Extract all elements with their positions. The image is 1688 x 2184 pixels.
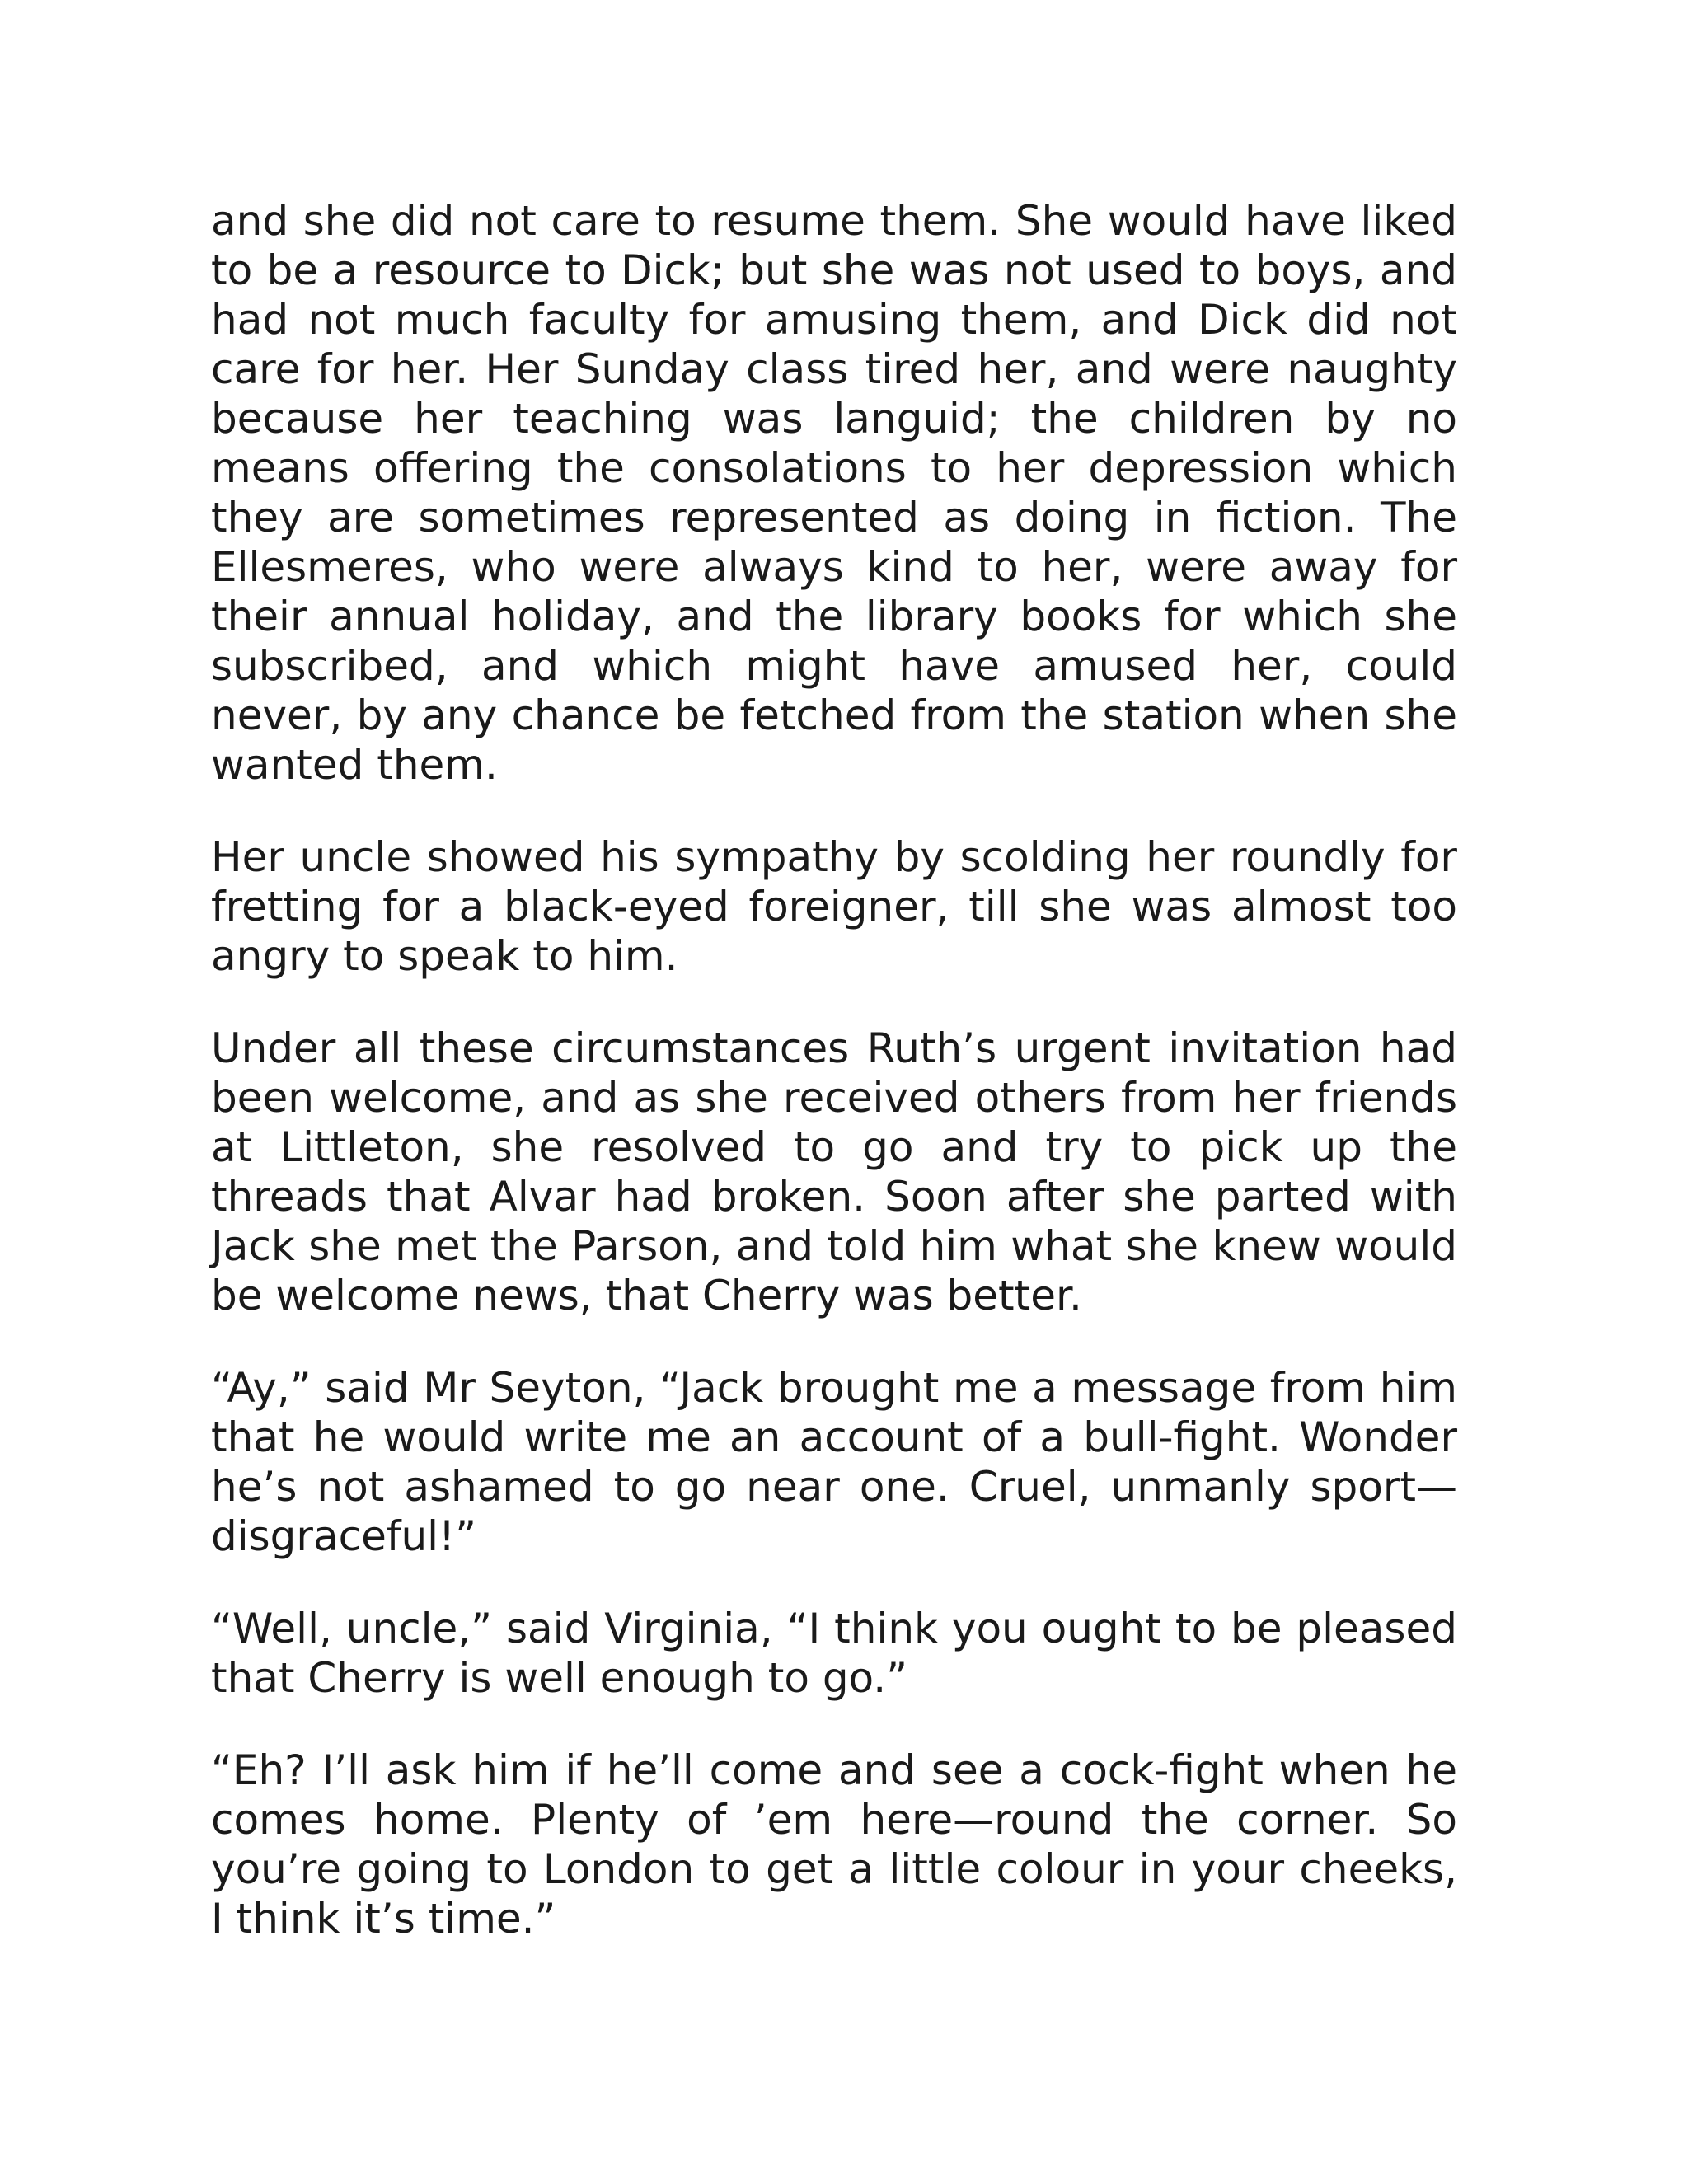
paragraph-3: Under all these circumstances Ruth’s urgent invitation had been welcome, and as she received others from her friends at Littleton, she resolved to go and try to pick up the threads that Alvar had broken. Soon after she parted with Jack she met the Parson, and told him what she knew would be welcome news, that Cherry was better. xyxy=(211,1024,1457,1319)
paragraph-1: and she did not care to resume them. She would have liked to be a resource to Dick; but she was not used to boys, and had not much faculty for amusing them, and Dick did not care for her. Her Sunday class tired her, and were naughty because her teaching was languid; the children by no means offering the consolations to her depression which they are sometimes represented as doing in fiction. The Ellesmeres, who were always kind to her, were away for their annual holiday, and the library books for which she subscribed, and which might have amused her, could never, by any chance be fetched from the station when she wanted them. xyxy=(211,197,1457,789)
paragraph-4: “Ay,” said Mr Seyton, “Jack brought me a message from him that he would write me an account of a bull-fight. Wonder he’s not ashamed to go near one. Cruel, unmanly sport—disgraceful!” xyxy=(211,1364,1457,1560)
page-body xyxy=(211,196,1457,1943)
paragraph-5: “Well, uncle,” said Virginia, “I think you ought to be pleased that Cherry is well enough to go.” xyxy=(211,1605,1457,1702)
paragraph-6: “Eh? I’ll ask him if he’ll come and see a cock-fight when he comes home. Plenty of ’em here—round the corner. So you’re going to London to get a little colour in your cheeks, I think it’s time.” xyxy=(211,1746,1457,1943)
paragraph-2: Her uncle showed his sympathy by scolding her roundly for fretting for a black-eyed foreigner, till she was almost too angry to speak to him. xyxy=(211,833,1457,980)
